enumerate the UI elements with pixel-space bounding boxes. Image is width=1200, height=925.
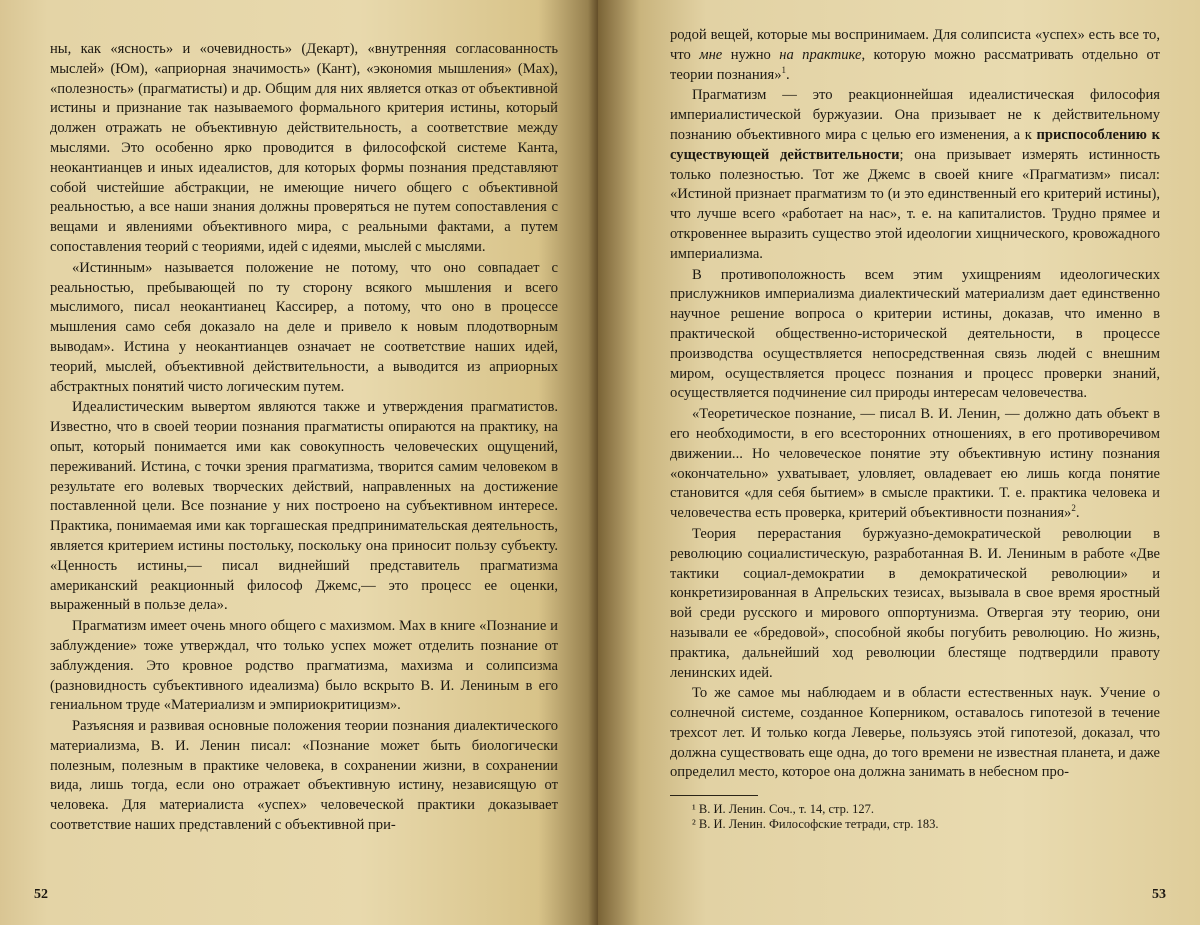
paragraph: В противоположность всем этим ухищрениям идеологических прислужников империализма диалектический материализм дает единственно научное решение вопроса о критерии истины, доказав, что именно в практической общественно-исторической деятельности, в процессе производства осуществляется непосредственная связь людей с внешним миром, осуществляется процесс познания и процесс проверки знаний, осуществляется подчинение сил природы интересам человечества. — [670, 266, 1160, 402]
italic-text: мне — [699, 46, 723, 63]
text-run: . — [786, 66, 790, 83]
page-number: 53 — [1152, 887, 1166, 902]
text-run: родой вещей, которые мы воспринимаем. Для солипсиста «успех» есть все то, что — [670, 27, 1160, 63]
text-run: , которую можно рассматривать отдельно от теории познания» — [670, 46, 1160, 83]
footnote: ¹ В. И. Ленин. Соч., т. 14, стр. 127. — [692, 802, 874, 817]
text-run: «Теоретическое познание, — писал В. И. Ленин, — должно дать объект в его необходимости, в его всесторонних отношениях, в его противоречивом движении... Но человеческое понятие эту объективную истину познания «окончательно» ухватывает, уловляет, овладевает ею лишь когда понятие становится «для себя бытием» в смысле практики. Т. е. практика человека и человечества есть проверка, критерий объективности познания» — [670, 406, 1160, 522]
text-run: нужно — [722, 46, 780, 63]
footnote: ² В. И. Ленин. Философские тетради, стр. 183. — [692, 817, 939, 832]
paragraph: То же самое мы наблюдаем и в области естественных наук. Учение о солнечной системе, созданное Коперником, оставалось гипотезой в течение трехсот лет. И только когда Леверье, пользуясь этой гипотезой, доказал, что должна существовать еще одна, до того времени не известная планета, и даже определил место, которое она должна занимать в небесном про- — [670, 685, 1160, 781]
paragraph: Теория перерастания буржуазно-демократической революции в революцию социалистическую, разработанная В. И. Лениным в работе «Две тактики социал-демократии в демократической революции» и конкретизированная в Апрельских тезисах, вызывала в свое время яростный вой среди русского и мирового оппортунизма. Отвергая эту теорию, они называли ее «бредовой», способной якобы погубить революцию. Но жизнь, практика, дальнейший ход революции блестяще подтвердили правоту ленинских идей. — [670, 525, 1160, 681]
bold-text: приспособлению к существующей действительности — [670, 126, 1160, 163]
text-run: ; она призывает измерять истинность только полезностью. Тот же Джемс в своей книге «Прагматизм» писал: «Истиной признает прагматизм то (и это единственный его критерий истины), что лучше всего «работает на нас», т. е. на капиталистов. Трудно прямее и откровеннее выразить существо этой идеологии хищнического, кровожадного империализма. — [670, 146, 1161, 262]
text-run: Прагматизм — это реакционнейшая идеалистическая философия империалистической буржуазии. Она призывает не к действительному познанию объективного мира с целью его изменения, а к — [670, 87, 1160, 143]
paragraph — [670, 405, 1160, 524]
right-page — [598, 0, 1200, 925]
paragraph — [670, 86, 1160, 264]
paragraph: «Истинным» называется положение не потому, что оно совпадает с реальностью, пребывающей по ту сторону всякого мышления и всего мыслимого, писал неокантианец Кассирер, а потому, что оно в процессе мышления само себя доказало на деле и привело к новым плодотворным выводам». Истина у неокантианцев означает не соответствие наших идей, теорий, мыслей, объективной действительности, а выводится из априорных абстрактных понятий чисто логическим путем. — [50, 259, 558, 395]
paragraph: Идеалистическим вывертом являются также и утверждения прагматистов. Известно, что в своей теории познания прагматисты опираются на практику, на опыт, который понимается ими как совокупность человеческих ощущений, переживаний. Истина, с точки зрения прагматизма, творится самим человеком в результате его волевых творческих действий, направленных на достижение поставленной цели. Все познание у них построено на субъективном интересе. Практика, понимаемая ими как торгашеская предпринимательская деятельность, является критерием истины постольку, поскольку она приносит пользу субъекту. «Ценность истины,— писал виднейший представитель прагматизма американский реакционный философ Джемс,— это процесс ее оценки, выраженный в пользе дела». — [50, 399, 558, 614]
paragraph — [670, 26, 1160, 85]
footnote-marker: 1 — [781, 64, 787, 75]
page-number: 52 — [34, 887, 48, 902]
footnote-divider — [670, 795, 758, 796]
paragraph: ны, как «ясность» и «очевидность» (Декарт), «внутренняя согласованность мыслей» (Юм), «априорная значимость» (Кант), «экономия мышления» (Мах), «полезность» (прагматисты) и др. Общим для них является отказ от объективной истины и признание так называемого формального критерия истины, который должен отражать не объективную действительность, а соответствие между мыслями. Это особенно ярко проводится в философской системе Канта, неокантианцев и иных идеалистов, для которых формы познания представляют собой чистейшие абстракции, не имеющие ничего общего с объективной реальностью, а все наши знания должны проверяться не путем сопоставления с вещами и явлениями объективного мира, с реальными фактами, а путем сопоставления теорий с теориями, идей с идеями, мыслей с мыслями. — [50, 41, 558, 255]
italic-text: на практике — [779, 46, 862, 63]
paragraph: Прагматизм имеет очень много общего с махизмом. Мах в книге «Познание и заблуждение» тоже утверждал, что только успех может отделить познание от заблуждения. Это кровное родство прагматизма, махизма и солипсизма (разновидность субъективного идеализма) было вскрыто В. И. Лениным в его гениальном труде «Материализм и эмпириокритицизм». — [50, 618, 558, 714]
paragraph: Разъясняя и развивая основные положения теории познания диалектического материализма, В. И. Ленин писал: «Познание может быть биологически полезным, полезным в практике человека, в сохранении жизни, в сохранении вида, лишь тогда, если оно отражает объективную истину, независящую от человека. Для материалиста «успех» человеческой практики доказывает соответствие наших представлений с объективной при- — [50, 718, 558, 834]
footnote-marker: 2 — [1071, 503, 1076, 514]
text-run: . — [1075, 505, 1080, 522]
left-page — [0, 0, 598, 925]
